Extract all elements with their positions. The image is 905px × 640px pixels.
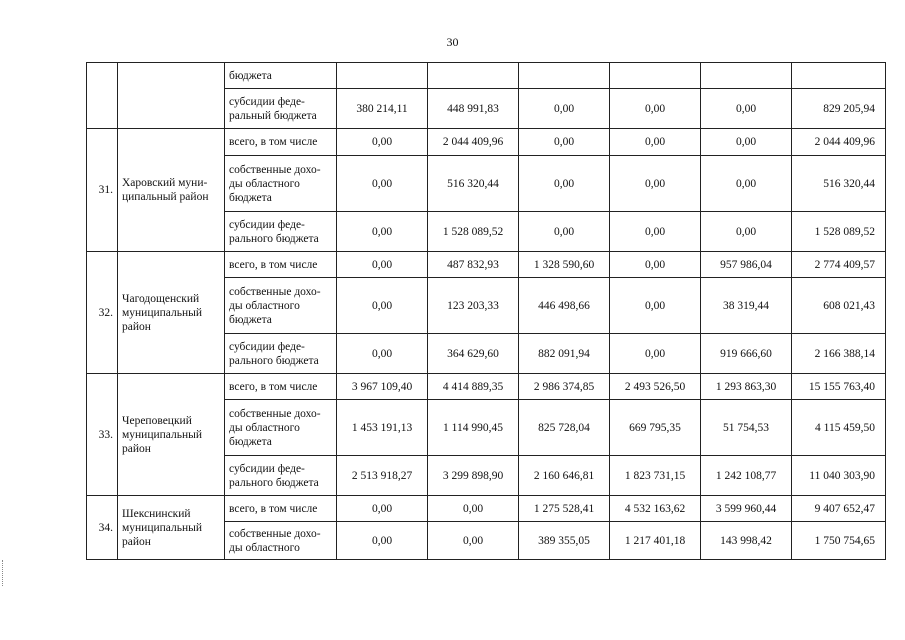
year-value-cell (428, 63, 519, 89)
year-value-cell: 0,00 (610, 89, 701, 129)
year-value-cell: 1 453 191,13 (337, 400, 428, 456)
year-value-cell: 123 203,33 (428, 278, 519, 334)
year-value-cell: 0,00 (428, 522, 519, 560)
year-value-cell: 389 355,05 (519, 522, 610, 560)
total-value-cell: 9 407 652,47 (792, 496, 886, 522)
table-row (87, 129, 886, 156)
year-value-cell: 0,00 (701, 89, 792, 129)
funding-category: собственные дохо-ды областного бюджета (225, 400, 337, 456)
year-value-cell: 0,00 (519, 89, 610, 129)
total-value-cell: 2 774 409,57 (792, 252, 886, 278)
margin-mark (2, 560, 7, 586)
funding-category: субсидии феде-рального бюджета (225, 212, 337, 252)
year-value-cell: 1 242 108,77 (701, 456, 792, 496)
year-value-cell: 487 832,93 (428, 252, 519, 278)
total-value-cell: 2 166 388,14 (792, 334, 886, 374)
year-value-cell: 2 493 526,50 (610, 374, 701, 400)
year-value-cell: 1 275 528,41 (519, 496, 610, 522)
district-name: Шекснинский муниципальный район (118, 496, 225, 560)
year-value-cell: 4 532 163,62 (610, 496, 701, 522)
table-row (87, 374, 886, 400)
funding-category: субсидии феде-рального бюджета (225, 334, 337, 374)
year-value-cell: 446 498,66 (519, 278, 610, 334)
year-value-cell: 448 991,83 (428, 89, 519, 129)
year-value-cell: 0,00 (337, 496, 428, 522)
year-value-cell (701, 63, 792, 89)
year-value-cell: 0,00 (519, 156, 610, 212)
row-number: 34. (87, 496, 118, 560)
year-value-cell: 1 114 990,45 (428, 400, 519, 456)
table-row (87, 496, 886, 522)
year-value-cell: 0,00 (701, 129, 792, 156)
total-value-cell: 11 040 303,90 (792, 456, 886, 496)
total-value-cell (792, 63, 886, 89)
year-value-cell: 0,00 (337, 156, 428, 212)
table-row (87, 63, 886, 89)
year-value-cell: 2 986 374,85 (519, 374, 610, 400)
funding-category: субсидии феде-ральный бюджета (225, 89, 337, 129)
year-value-cell: 0,00 (610, 129, 701, 156)
year-value-cell: 516 320,44 (428, 156, 519, 212)
year-value-cell: 825 728,04 (519, 400, 610, 456)
year-value-cell: 3 599 960,44 (701, 496, 792, 522)
budget-table (86, 62, 886, 560)
total-value-cell: 1 750 754,65 (792, 522, 886, 560)
funding-category: всего, в том числе (225, 129, 337, 156)
funding-category: всего, в том числе (225, 374, 337, 400)
total-value-cell: 829 205,94 (792, 89, 886, 129)
funding-category: собственные дохо-ды областного (225, 522, 337, 560)
year-value-cell: 143 998,42 (701, 522, 792, 560)
year-value-cell: 1 823 731,15 (610, 456, 701, 496)
year-value-cell: 0,00 (701, 156, 792, 212)
row-number: 31. (87, 129, 118, 252)
year-value-cell: 0,00 (337, 212, 428, 252)
funding-category: бюджета (225, 63, 337, 89)
year-value-cell: 669 795,35 (610, 400, 701, 456)
year-value-cell: 957 986,04 (701, 252, 792, 278)
row-number: 33. (87, 374, 118, 496)
year-value-cell: 0,00 (610, 278, 701, 334)
year-value-cell: 0,00 (337, 522, 428, 560)
total-value-cell: 1 528 089,52 (792, 212, 886, 252)
year-value-cell: 3 299 898,90 (428, 456, 519, 496)
year-value-cell: 0,00 (337, 278, 428, 334)
year-value-cell: 3 967 109,40 (337, 374, 428, 400)
row-number: 32. (87, 252, 118, 374)
year-value-cell: 364 629,60 (428, 334, 519, 374)
total-value-cell: 4 115 459,50 (792, 400, 886, 456)
year-value-cell (610, 63, 701, 89)
year-value-cell: 0,00 (337, 252, 428, 278)
year-value-cell: 0,00 (428, 496, 519, 522)
year-value-cell: 1 328 590,60 (519, 252, 610, 278)
year-value-cell: 1 293 863,30 (701, 374, 792, 400)
year-value-cell: 2 160 646,81 (519, 456, 610, 496)
funding-category: всего, в том числе (225, 496, 337, 522)
page-number: 30 (446, 35, 459, 49)
year-value-cell: 380 214,11 (337, 89, 428, 129)
year-value-cell: 0,00 (610, 252, 701, 278)
year-value-cell: 38 319,44 (701, 278, 792, 334)
year-value-cell: 51 754,53 (701, 400, 792, 456)
year-value-cell (337, 63, 428, 89)
year-value-cell: 0,00 (610, 212, 701, 252)
total-value-cell: 608 021,43 (792, 278, 886, 334)
year-value-cell: 4 414 889,35 (428, 374, 519, 400)
funding-category: собственные дохо-ды областного бюджета (225, 156, 337, 212)
year-value-cell: 2 513 918,27 (337, 456, 428, 496)
funding-category: субсидии феде-рального бюджета (225, 456, 337, 496)
year-value-cell: 0,00 (337, 129, 428, 156)
year-value-cell: 2 044 409,96 (428, 129, 519, 156)
year-value-cell: 919 666,60 (701, 334, 792, 374)
district-name: Харовский муни-ципальный район (118, 129, 225, 252)
year-value-cell (519, 63, 610, 89)
funding-category: всего, в том числе (225, 252, 337, 278)
year-value-cell: 0,00 (701, 212, 792, 252)
table-row (87, 252, 886, 278)
funding-category: собственные дохо-ды областного бюджета (225, 278, 337, 334)
district-name: Чагодощенский муниципальный район (118, 252, 225, 374)
total-value-cell: 516 320,44 (792, 156, 886, 212)
total-value-cell: 15 155 763,40 (792, 374, 886, 400)
year-value-cell: 0,00 (610, 156, 701, 212)
year-value-cell: 882 091,94 (519, 334, 610, 374)
year-value-cell: 1 217 401,18 (610, 522, 701, 560)
year-value-cell: 0,00 (519, 129, 610, 156)
year-value-cell: 1 528 089,52 (428, 212, 519, 252)
year-value-cell: 0,00 (519, 212, 610, 252)
total-value-cell: 2 044 409,96 (792, 129, 886, 156)
year-value-cell: 0,00 (610, 334, 701, 374)
row-number (87, 63, 118, 129)
year-value-cell: 0,00 (337, 334, 428, 374)
district-name: Череповецкий муниципальный район (118, 374, 225, 496)
district-name (118, 63, 225, 129)
